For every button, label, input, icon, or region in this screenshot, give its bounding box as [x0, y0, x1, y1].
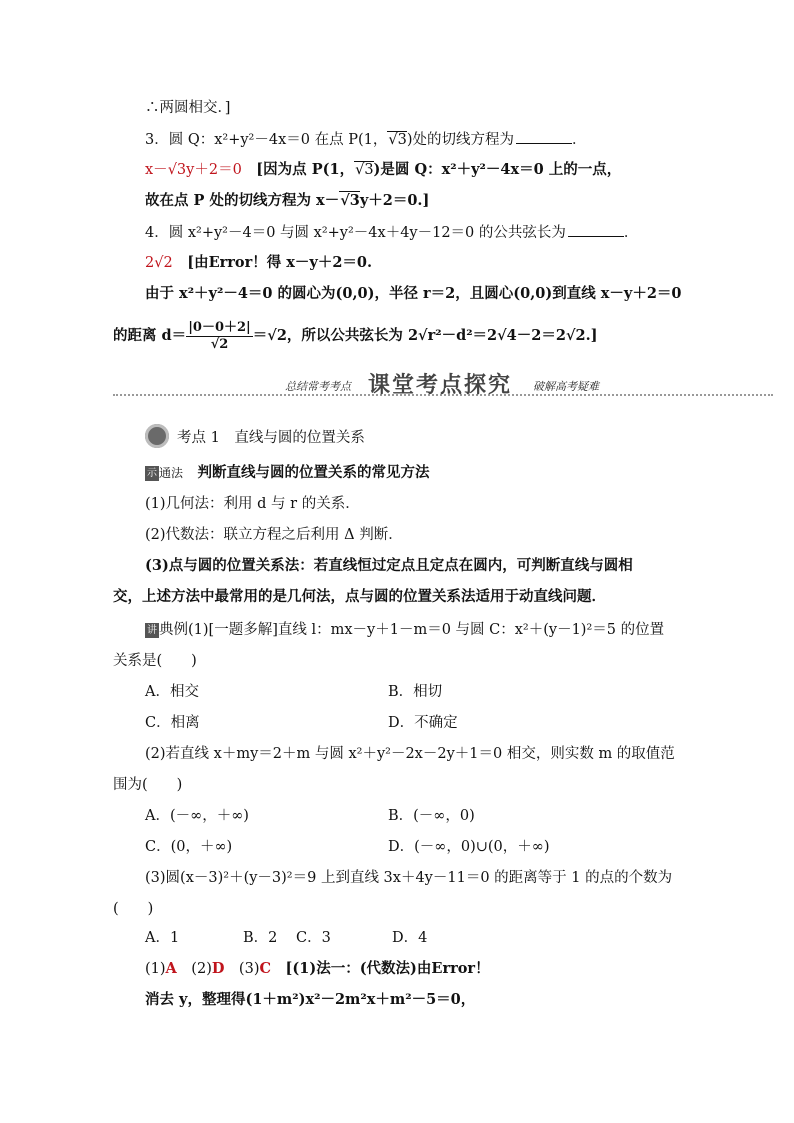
text-line: [113, 651, 683, 671]
text: )处的切线方程为: [406, 132, 514, 148]
text: 交，上述方法中最常用的是几何法，点与圆的位置关系法适用于动直线问题．: [113, 588, 606, 605]
text: 由于 x²＋y²－4＝0 的圆心为(0,0)，半径 r＝2，且圆心(0,0)到直线 x－y＋2＝0: [145, 285, 682, 302]
option-d: D．(－∞，0)∪(0，＋∞): [388, 839, 550, 855]
answer-text: x－: [145, 162, 168, 178]
text: y＋2＝0.]: [359, 192, 430, 209]
text: 3．圆 Q：x²+y²－4x＝0 在点 P(1，: [145, 132, 388, 148]
option-b: B．相切: [388, 684, 443, 700]
answer-text: 2: [145, 255, 155, 271]
text-line: [145, 494, 715, 514]
text: 围为( ): [113, 777, 183, 793]
text-line: [145, 525, 715, 545]
text: (2)若直线 x＋my＝2＋m 与圆 x²＋y²－2x－2y＋1＝0 相交，则实数 m 的取值范: [145, 746, 675, 762]
text: (2): [176, 961, 212, 977]
text: 4．圆 x²+y²－4＝0 与圆 x²+y²－4x＋4y－12＝0 的公共弦长为: [145, 225, 566, 241]
option-d: D．4: [392, 930, 428, 946]
text-line: [145, 98, 715, 118]
option-d: D．不确定: [388, 715, 458, 731]
text-line: [113, 775, 683, 795]
text-line: [145, 556, 715, 576]
fraction: [186, 320, 253, 353]
example-line: [145, 620, 715, 640]
text: [(1)法一：(代数法)由Error！: [271, 960, 490, 977]
text: )是圆 Q：x²＋y²－4x＝0 上的一点，: [373, 161, 622, 178]
answer-sqrt: √2: [154, 255, 173, 271]
question-4: [145, 222, 715, 243]
option-b: B．(－∞，0): [388, 808, 475, 824]
text: (3): [224, 961, 260, 977]
text: 的距离 d＝: [113, 327, 187, 344]
option-a: A．相交: [145, 684, 199, 700]
option-c: C．相离: [145, 715, 200, 731]
answer-value: D: [211, 960, 225, 977]
answer-line: [145, 959, 715, 979]
text: 消去 y，整理得(1＋m²)x²－2m²x＋m²－5＝0，: [145, 991, 476, 1008]
text: 典例(1)[一题多解]直线 l：mx－y＋1－m＝0 与圆 C：x²＋(y－1)²＝5 的位置: [159, 622, 665, 638]
circle-bullet-icon: [145, 424, 169, 448]
sqrt-text: √3: [388, 132, 407, 148]
text: (1)几何法：利用 d 与 r 的关系．: [145, 496, 360, 512]
option-c: C．(0，＋∞): [145, 839, 233, 855]
header-right-text: 破解高考疑难: [533, 380, 599, 393]
text: ∴两圆相交．]: [145, 100, 231, 116]
text: 故在点 P 处的切线方程为 x－: [145, 192, 340, 209]
option-c: C．3: [296, 930, 331, 946]
example-tag-icon: 讲: [147, 625, 157, 636]
answer-4: [145, 253, 715, 273]
text: ( ): [113, 901, 154, 917]
section-title: 课堂考点探究: [368, 373, 513, 398]
text: [由Error！得 x－y＋2＝0.: [172, 254, 373, 271]
sqrt-text: √3: [355, 162, 374, 178]
text-line: [113, 899, 683, 919]
text: [因为点 P(1，: [241, 161, 355, 178]
text: (3)圆(x－3)²＋(y－3)²＝9 上到直线 3x＋4y－11＝0 的距离等于 1 的点的个数为: [145, 870, 673, 886]
text-line: [145, 990, 715, 1010]
section-header: [113, 368, 773, 400]
method-heading: [145, 463, 715, 483]
text: 关系是( ): [113, 653, 197, 669]
answer-value: C: [259, 960, 272, 977]
option-b: B．2: [243, 930, 278, 946]
text: (3)点与圆的位置关系法：若直线恒过定点且定点在圆内，可判断直线与圆相: [145, 557, 633, 574]
answer-3: [145, 160, 715, 180]
kaodian-label: 考点 1 直线与圆的位置关系: [177, 430, 365, 446]
text-line: [145, 744, 715, 764]
text-line: [145, 284, 715, 304]
denominator: √2: [210, 336, 229, 352]
header-left-text: 总结常考考点: [285, 380, 351, 393]
text-line: [145, 191, 715, 211]
answer-blank: [516, 129, 572, 144]
text-line: [113, 587, 683, 607]
text: (1): [145, 961, 166, 977]
sqrt-text: √3: [340, 192, 360, 209]
answer-text: y＋2＝0: [186, 162, 242, 178]
text-line: [113, 318, 683, 354]
answer-blank: [568, 222, 624, 237]
numerator: |0－0＋2|: [188, 319, 251, 335]
method-tag-text: 通法: [159, 466, 184, 480]
method-tag-icon: 示: [147, 468, 157, 479]
text: (2)代数法：联立方程之后利用 Δ 判断．: [145, 527, 403, 543]
option-a: A．(－∞，＋∞): [145, 808, 249, 824]
text: ．: [572, 132, 587, 148]
method-title: 判断直线与圆的位置关系的常见方法: [197, 464, 430, 481]
question-3: [145, 129, 715, 150]
answer-sqrt: √3: [167, 162, 187, 178]
option-a: A．1: [145, 930, 180, 946]
text: ＝√2，所以公共弦长为 2√r²－d²＝2√4－2＝2√2.]: [252, 327, 598, 344]
answer-value: A: [165, 960, 177, 977]
text-line: [145, 868, 715, 888]
text: ．: [623, 225, 639, 241]
